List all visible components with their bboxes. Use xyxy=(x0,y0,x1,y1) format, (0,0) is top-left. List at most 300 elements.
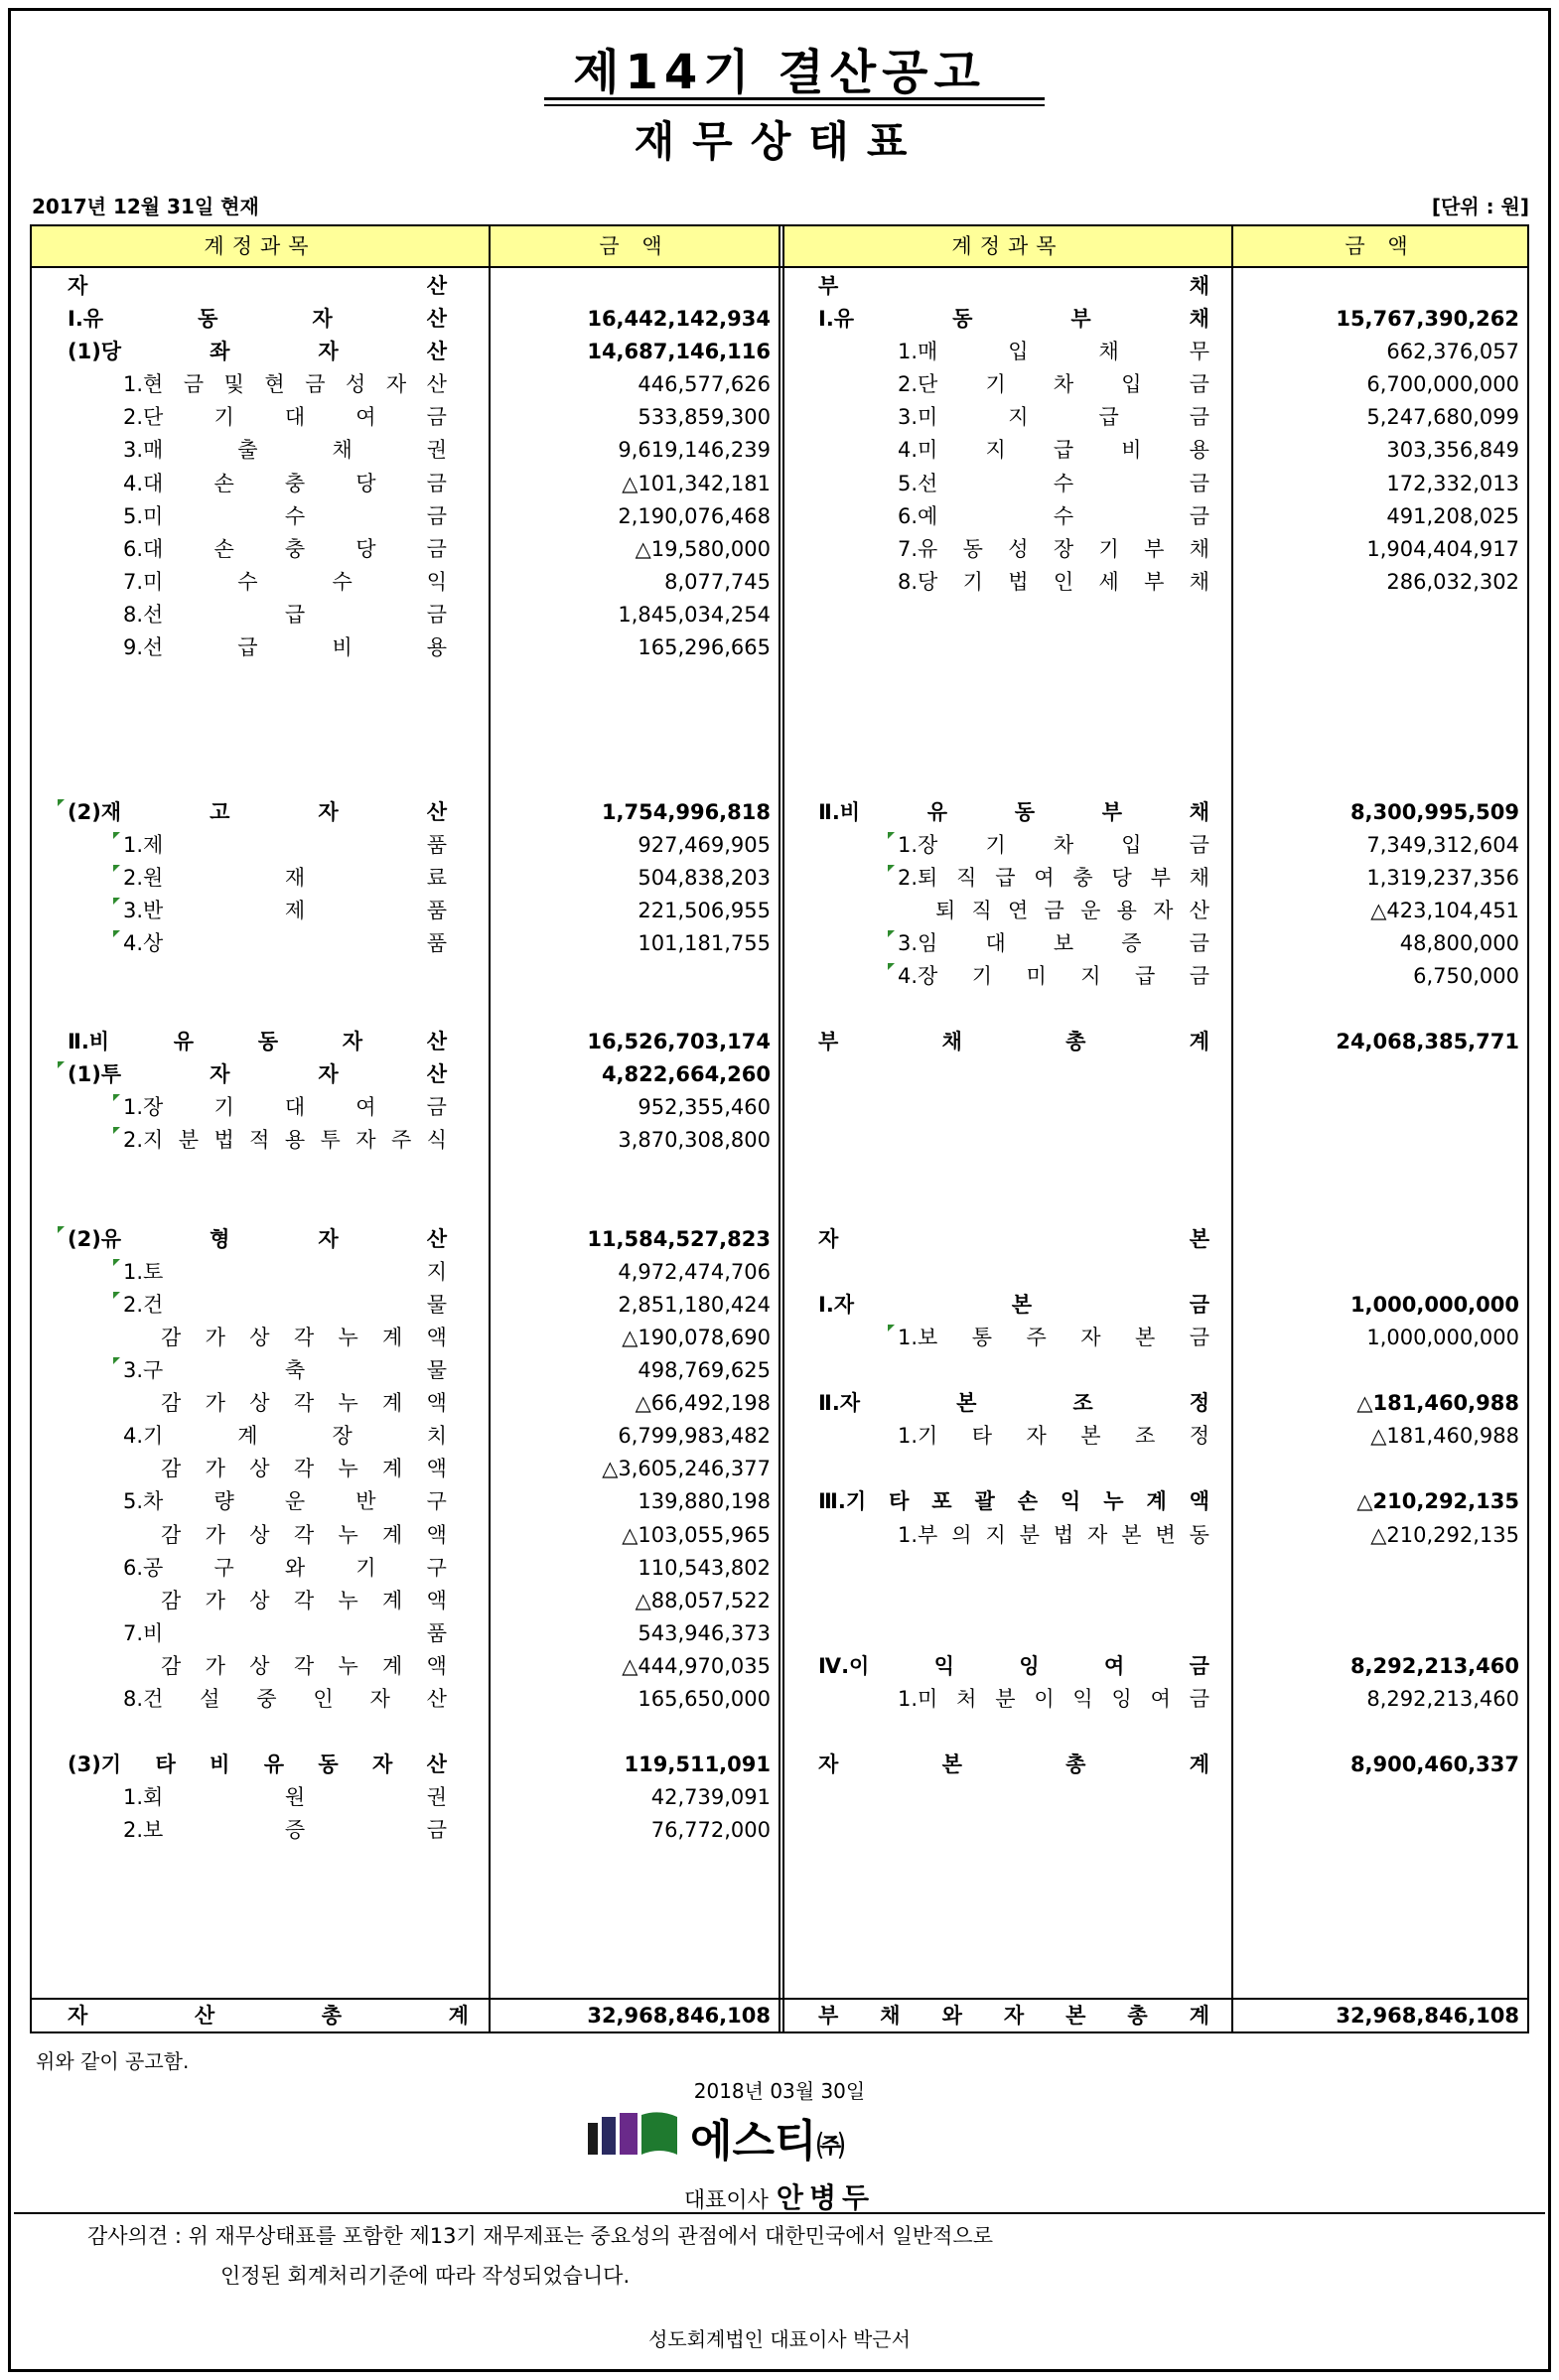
label-part: 급 xyxy=(1098,405,1119,430)
label-part: Ⅱ.자 xyxy=(818,1391,861,1416)
unit-label: [단위 : 원] xyxy=(1431,195,1529,218)
label-part: 계 xyxy=(1146,1489,1167,1514)
label-part: 동 xyxy=(952,307,973,332)
label-part: 타 xyxy=(971,1424,993,1449)
label-part: 2.퇴 xyxy=(898,865,938,890)
label-part: 금 xyxy=(1044,898,1064,922)
label-part: 채 xyxy=(1189,274,1209,298)
label-part: 자 xyxy=(68,274,88,298)
company-suffix: ㈜ xyxy=(816,2130,845,2163)
label-part: 1.매 xyxy=(898,340,938,364)
label-part: 가 xyxy=(205,1653,225,1678)
table-row xyxy=(32,1650,779,1683)
table-row xyxy=(32,927,779,960)
label-part: 1.토 xyxy=(123,1259,164,1284)
label-part: 수 xyxy=(1053,503,1074,528)
label-part: 당 xyxy=(355,471,376,495)
row-amount: 165,296,665 xyxy=(638,635,771,660)
row-amount: 42,739,091 xyxy=(650,1785,771,1810)
row-amount: 8,292,213,460 xyxy=(1366,1687,1519,1712)
label-part: 자 xyxy=(68,2004,88,2028)
label-part: 분 xyxy=(1019,1522,1040,1547)
label-part: 장 xyxy=(1053,536,1074,561)
label-part: 분 xyxy=(995,1687,1016,1712)
label-part: 법 xyxy=(213,1128,234,1153)
label-part: 장 xyxy=(332,1424,353,1449)
row-amount: 4,972,474,706 xyxy=(618,1259,771,1284)
label-part: 감 xyxy=(161,1653,182,1678)
label-part: 3.구 xyxy=(123,1358,164,1383)
label-part: 급 xyxy=(995,865,1016,890)
table-row xyxy=(32,1091,779,1124)
row-amount: 8,900,460,337 xyxy=(1349,1752,1519,1777)
table-row xyxy=(784,1124,1527,1157)
row-label xyxy=(123,468,447,500)
table-row xyxy=(784,1289,1527,1322)
row-amount: 1,319,237,356 xyxy=(1366,865,1519,890)
label-part: 기 xyxy=(985,832,1006,857)
label-part: (3)기 xyxy=(68,1752,122,1777)
row-amount: 48,800,000 xyxy=(1399,930,1519,955)
label-part: 액 xyxy=(426,1522,447,1547)
marker-icon xyxy=(113,930,120,937)
marker-icon xyxy=(58,799,65,806)
label-part: 자 xyxy=(818,1752,839,1777)
row-label xyxy=(161,1387,447,1420)
row-label xyxy=(123,1617,447,1650)
label-part: 치 xyxy=(426,1424,447,1449)
label-part: 료 xyxy=(426,865,447,890)
page-subtitle: 재무상태표 xyxy=(634,117,925,166)
row-label xyxy=(68,303,447,336)
label-part: 금 xyxy=(1189,930,1209,955)
label-part: 금 xyxy=(1189,1326,1209,1349)
table-row xyxy=(784,993,1527,1026)
label-part: 감 xyxy=(161,1588,182,1612)
label-part: 차 xyxy=(1053,372,1074,397)
row-amount: 6,750,000 xyxy=(1413,963,1519,988)
label-part: 부 xyxy=(818,1030,839,1054)
row-amount: △190,078,690 xyxy=(622,1326,771,1349)
row-amount: △210,292,135 xyxy=(1356,1489,1519,1514)
row-label xyxy=(898,434,1209,467)
label-part: 출 xyxy=(237,438,258,463)
label-part: 금 xyxy=(1189,405,1209,430)
label-part: 계 xyxy=(382,1457,403,1481)
label-part: 정 xyxy=(1189,1391,1209,1416)
table-row xyxy=(784,1322,1527,1354)
row-amount: △103,055,965 xyxy=(622,1522,771,1547)
label-part: 금 xyxy=(1189,1653,1209,1678)
label-part: 충 xyxy=(284,536,306,561)
label-part: 입 xyxy=(1008,340,1029,364)
col-divider xyxy=(779,226,780,2031)
label-part: 처 xyxy=(956,1687,977,1712)
representative xyxy=(0,2176,1559,2216)
label-part: 용 xyxy=(1189,438,1209,463)
table-row xyxy=(784,697,1527,730)
row-label xyxy=(898,336,1209,368)
label-part: 지 xyxy=(985,1522,1006,1547)
table-row xyxy=(32,599,779,631)
row-label xyxy=(898,500,1209,533)
row-amount: 5,247,680,099 xyxy=(1366,405,1519,430)
row-label xyxy=(898,1420,1209,1453)
label-part: 5.차 xyxy=(123,1489,164,1514)
label-part: 산 xyxy=(426,1687,447,1712)
label-part: 상 xyxy=(249,1457,270,1481)
title-underline xyxy=(544,97,1045,106)
row-amount: 165,650,000 xyxy=(638,1687,771,1712)
label-part: 채 xyxy=(1098,340,1119,364)
label-part: 감 xyxy=(161,1391,182,1416)
label-part: 산 xyxy=(426,1062,447,1087)
label-part: 품 xyxy=(426,1620,447,1645)
table-row xyxy=(784,566,1527,599)
table-row xyxy=(784,1552,1527,1585)
label-part: 누 xyxy=(1103,1489,1124,1514)
label-part: 액 xyxy=(426,1326,447,1349)
label-part: 수 xyxy=(237,569,258,594)
row-amount: 172,332,013 xyxy=(1386,471,1519,495)
row-label xyxy=(898,401,1209,434)
label-part: 물 xyxy=(426,1358,447,1383)
label-part: 산 xyxy=(426,340,447,364)
row-label xyxy=(68,1026,447,1058)
row-amount: 8,292,213,460 xyxy=(1349,1653,1519,1678)
label-part: 7.미 xyxy=(123,569,164,594)
marker-icon xyxy=(58,1226,65,1233)
label-part: 자 xyxy=(318,799,339,824)
row-amount: △3,605,246,377 xyxy=(602,1457,771,1481)
table-row xyxy=(784,434,1527,467)
table-row xyxy=(784,1026,1527,1058)
marker-icon xyxy=(888,832,895,839)
row-amount: △444,970,035 xyxy=(622,1653,771,1678)
row-amount: 1,754,996,818 xyxy=(601,799,771,824)
table-row xyxy=(784,270,1527,303)
table-row xyxy=(32,862,779,895)
label-part: Ⅲ.기 xyxy=(818,1489,867,1514)
label-part: 2.보 xyxy=(123,1818,164,1843)
label-part: 자 xyxy=(1003,2004,1025,2028)
label-part: 보 xyxy=(1053,930,1074,955)
label-part: 여 xyxy=(355,1095,376,1120)
label-part: 기 xyxy=(962,569,983,594)
label-part: 용 xyxy=(426,635,447,660)
label-part: 축 xyxy=(284,1358,306,1383)
label-part: 익 xyxy=(1072,1687,1093,1712)
company-logo-icon xyxy=(586,2109,685,2159)
label-part: 금 xyxy=(426,1818,447,1843)
company-name xyxy=(690,2105,845,2169)
label-part: 연 xyxy=(1008,898,1029,922)
table-row xyxy=(32,1256,779,1289)
auditor-signature: 성도회계법인 대표이사 박근서 xyxy=(648,2327,911,2351)
row-label xyxy=(161,1322,447,1354)
label-part: 금 xyxy=(305,372,326,397)
row-amount: 139,880,198 xyxy=(638,1489,771,1514)
row-label xyxy=(161,1650,447,1683)
label-part: 포 xyxy=(931,1489,952,1514)
table-row xyxy=(784,763,1527,795)
table-row xyxy=(32,895,779,927)
label-part: 액 xyxy=(426,1457,447,1481)
label-part: 각 xyxy=(293,1391,315,1416)
label-part: 물 xyxy=(426,1292,447,1317)
table-row xyxy=(784,1354,1527,1387)
label-part: 액 xyxy=(426,1391,447,1416)
row-label xyxy=(161,1585,447,1617)
label-part: 지 xyxy=(1080,963,1101,988)
label-part: 각 xyxy=(293,1326,315,1349)
row-label xyxy=(123,368,447,401)
row-label xyxy=(161,1519,447,1552)
label-part: 이 xyxy=(1034,1687,1055,1712)
label-part: 익 xyxy=(1061,1489,1081,1514)
table-row xyxy=(784,927,1527,960)
table-row xyxy=(32,763,779,795)
row-label xyxy=(818,796,1209,829)
label-part: 품 xyxy=(426,930,447,955)
marker-icon xyxy=(113,1259,120,1266)
label-part: 중 xyxy=(256,1687,277,1712)
label-part: 자 xyxy=(1087,1522,1108,1547)
assets-section xyxy=(32,270,779,2033)
table-row xyxy=(32,270,779,303)
label-part: 금 xyxy=(1189,832,1209,857)
label-part: 누 xyxy=(338,1522,358,1547)
table-row xyxy=(32,960,779,993)
table-row xyxy=(784,500,1527,533)
liabilities-equity-section xyxy=(784,270,1527,2033)
label-part: 계 xyxy=(1189,2004,1209,2028)
table-row xyxy=(784,664,1527,697)
label-part: 1.제 xyxy=(123,832,164,857)
label-part: 누 xyxy=(338,1326,358,1349)
label-part: 직 xyxy=(971,898,992,922)
label-part: 품 xyxy=(426,832,447,857)
label-part: 1.장 xyxy=(898,832,938,857)
row-label xyxy=(898,1519,1209,1552)
table-row xyxy=(32,1026,779,1058)
label-part: 수 xyxy=(1053,471,1074,495)
label-part: 동 xyxy=(198,307,218,332)
label-part: 상 xyxy=(249,1522,270,1547)
label-part: 동 xyxy=(1189,1522,1209,1547)
label-part: (2)유 xyxy=(68,1226,122,1251)
table-row xyxy=(784,1158,1527,1190)
label-part: 손 xyxy=(213,471,234,495)
label-part: 자 xyxy=(1080,1326,1101,1349)
row-label xyxy=(123,1289,447,1322)
row-label xyxy=(898,960,1209,993)
label-part: 품 xyxy=(426,898,447,922)
row-label xyxy=(123,566,447,599)
row-label xyxy=(161,1453,447,1485)
row-label xyxy=(123,1552,447,1585)
row-amount: 1,000,000,000 xyxy=(1349,1292,1519,1317)
row-label xyxy=(818,1650,1209,1683)
table-row xyxy=(784,1749,1527,1781)
label-part: 입 xyxy=(1121,832,1142,857)
table-row xyxy=(784,1190,1527,1223)
label-part: 액 xyxy=(426,1588,447,1612)
label-part: 대 xyxy=(985,930,1006,955)
label-part: 부 xyxy=(1070,307,1091,332)
label-part: 대 xyxy=(284,1095,306,1120)
label-part: 의 xyxy=(951,1522,972,1547)
row-label xyxy=(818,1485,1209,1518)
label-part: 6.대 xyxy=(123,536,164,561)
row-label xyxy=(123,599,447,631)
table-row xyxy=(32,1519,779,1552)
table-row xyxy=(32,1617,779,1650)
label-part: 본 xyxy=(941,1752,962,1777)
row-label xyxy=(123,1814,447,1847)
label-part: 기 xyxy=(355,1555,376,1580)
label-part: 상 xyxy=(249,1653,270,1678)
label-part: 동 xyxy=(1014,799,1036,824)
table-row xyxy=(784,862,1527,895)
table-row xyxy=(784,895,1527,927)
row-amount: 952,355,460 xyxy=(638,1095,771,1120)
table-row xyxy=(784,1091,1527,1124)
label-part: Ⅳ.이 xyxy=(818,1653,870,1678)
total-assets-amount: 32,968,846,108 xyxy=(587,2004,771,2028)
table-row xyxy=(784,336,1527,368)
row-amount: 8,300,995,509 xyxy=(1349,799,1519,824)
label-part: 분 xyxy=(178,1128,200,1153)
row-label xyxy=(123,401,447,434)
label-part: 1.현 xyxy=(123,372,164,397)
label-part: 채 xyxy=(1189,536,1209,561)
label-part: (1)투 xyxy=(68,1062,122,1087)
row-label xyxy=(123,1124,447,1157)
label-part: 3.반 xyxy=(123,898,164,922)
table-row xyxy=(32,829,779,862)
label-part: 차 xyxy=(1053,832,1074,857)
label-part: 자 xyxy=(818,1226,839,1251)
row-label xyxy=(898,1683,1209,1716)
label-part: 와 xyxy=(941,2004,962,2028)
label-part: 변 xyxy=(1155,1522,1176,1547)
label-part: 부 xyxy=(818,2004,839,2028)
row-amount: 491,208,025 xyxy=(1386,503,1519,528)
label-part: 괄 xyxy=(974,1489,995,1514)
row-label xyxy=(818,1387,1209,1420)
label-part: 산 xyxy=(426,799,447,824)
label-part: 계 xyxy=(382,1588,403,1612)
row-amount: 2,851,180,424 xyxy=(618,1292,771,1317)
label-part: 손 xyxy=(213,536,234,561)
row-amount: △19,580,000 xyxy=(635,536,771,561)
label-part: 통 xyxy=(971,1326,993,1349)
label-part: 본 xyxy=(1011,1292,1033,1317)
label-part: 급 xyxy=(1134,963,1156,988)
table-row xyxy=(32,1485,779,1518)
label-part: 2.단 xyxy=(123,405,164,430)
label-part: 산 xyxy=(426,1752,447,1777)
label-part: 계 xyxy=(382,1391,403,1416)
page-title: 제14기 결산공고 xyxy=(573,45,986,100)
label-part: 자 xyxy=(385,372,407,397)
label-part: 기 xyxy=(985,372,1006,397)
label-part: 가 xyxy=(205,1457,225,1481)
label-part: Ⅰ.유 xyxy=(818,307,855,332)
label-part: 누 xyxy=(338,1457,358,1481)
label-part: 9.선 xyxy=(123,635,164,660)
label-part: 본 xyxy=(1189,1226,1209,1251)
label-part: 자 xyxy=(318,1226,339,1251)
label-part: 2.건 xyxy=(123,1292,164,1317)
label-part: 액 xyxy=(1189,1489,1209,1514)
label-part: 동 xyxy=(962,536,983,561)
row-label xyxy=(898,829,1209,862)
row-label xyxy=(68,270,447,303)
label-part: 금 xyxy=(1189,372,1209,397)
table-row xyxy=(784,1453,1527,1485)
label-part: 주 xyxy=(1026,1326,1047,1349)
label-part: 입 xyxy=(1121,372,1142,397)
row-amount: 927,469,905 xyxy=(638,832,771,857)
label-part: 3.미 xyxy=(898,405,938,430)
table-row xyxy=(784,1716,1527,1749)
row-amount: △66,492,198 xyxy=(635,1391,771,1416)
label-part: 비 xyxy=(332,635,353,660)
label-part: 채 xyxy=(1189,569,1209,594)
label-part: 급 xyxy=(237,635,258,660)
row-label xyxy=(935,895,1209,927)
label-part: 자 xyxy=(210,1062,230,1087)
label-part: 손 xyxy=(1017,1489,1039,1514)
label-part: 본 xyxy=(1121,1522,1142,1547)
label-part: 충 xyxy=(284,471,306,495)
table-row xyxy=(32,1749,779,1781)
label-part: 용 xyxy=(1116,898,1137,922)
row-label xyxy=(898,862,1209,895)
row-label xyxy=(123,434,447,467)
label-part: 가 xyxy=(205,1522,225,1547)
header-amount-assets: 금 액 xyxy=(491,226,779,266)
table-row xyxy=(32,664,779,697)
row-label xyxy=(123,1354,447,1387)
label-part: 동 xyxy=(257,1030,279,1054)
row-label xyxy=(898,1322,1209,1354)
marker-icon xyxy=(888,963,895,970)
table-row xyxy=(784,1683,1527,1716)
row-label xyxy=(123,829,447,862)
row-label xyxy=(123,862,447,895)
row-amount: 16,442,142,934 xyxy=(587,307,771,332)
label-part: 당 xyxy=(1111,865,1132,890)
rep-title: 대표이사 xyxy=(683,2188,769,2213)
row-amount: 7,349,312,604 xyxy=(1366,832,1519,857)
label-part: 금 xyxy=(1189,471,1209,495)
row-amount: 11,584,527,823 xyxy=(587,1226,771,1251)
marker-icon xyxy=(888,865,895,872)
label-part: 6.예 xyxy=(898,503,938,528)
marker-icon xyxy=(888,1325,895,1331)
row-amount: 303,356,849 xyxy=(1386,438,1519,463)
row-label xyxy=(68,1223,447,1256)
table-row xyxy=(784,1617,1527,1650)
label-part: 1.미 xyxy=(898,1687,938,1712)
label-part: 조 xyxy=(1134,1424,1156,1449)
label-part: 산 xyxy=(426,372,447,397)
label-part: 2.단 xyxy=(898,372,938,397)
label-part: 4.미 xyxy=(898,438,938,463)
